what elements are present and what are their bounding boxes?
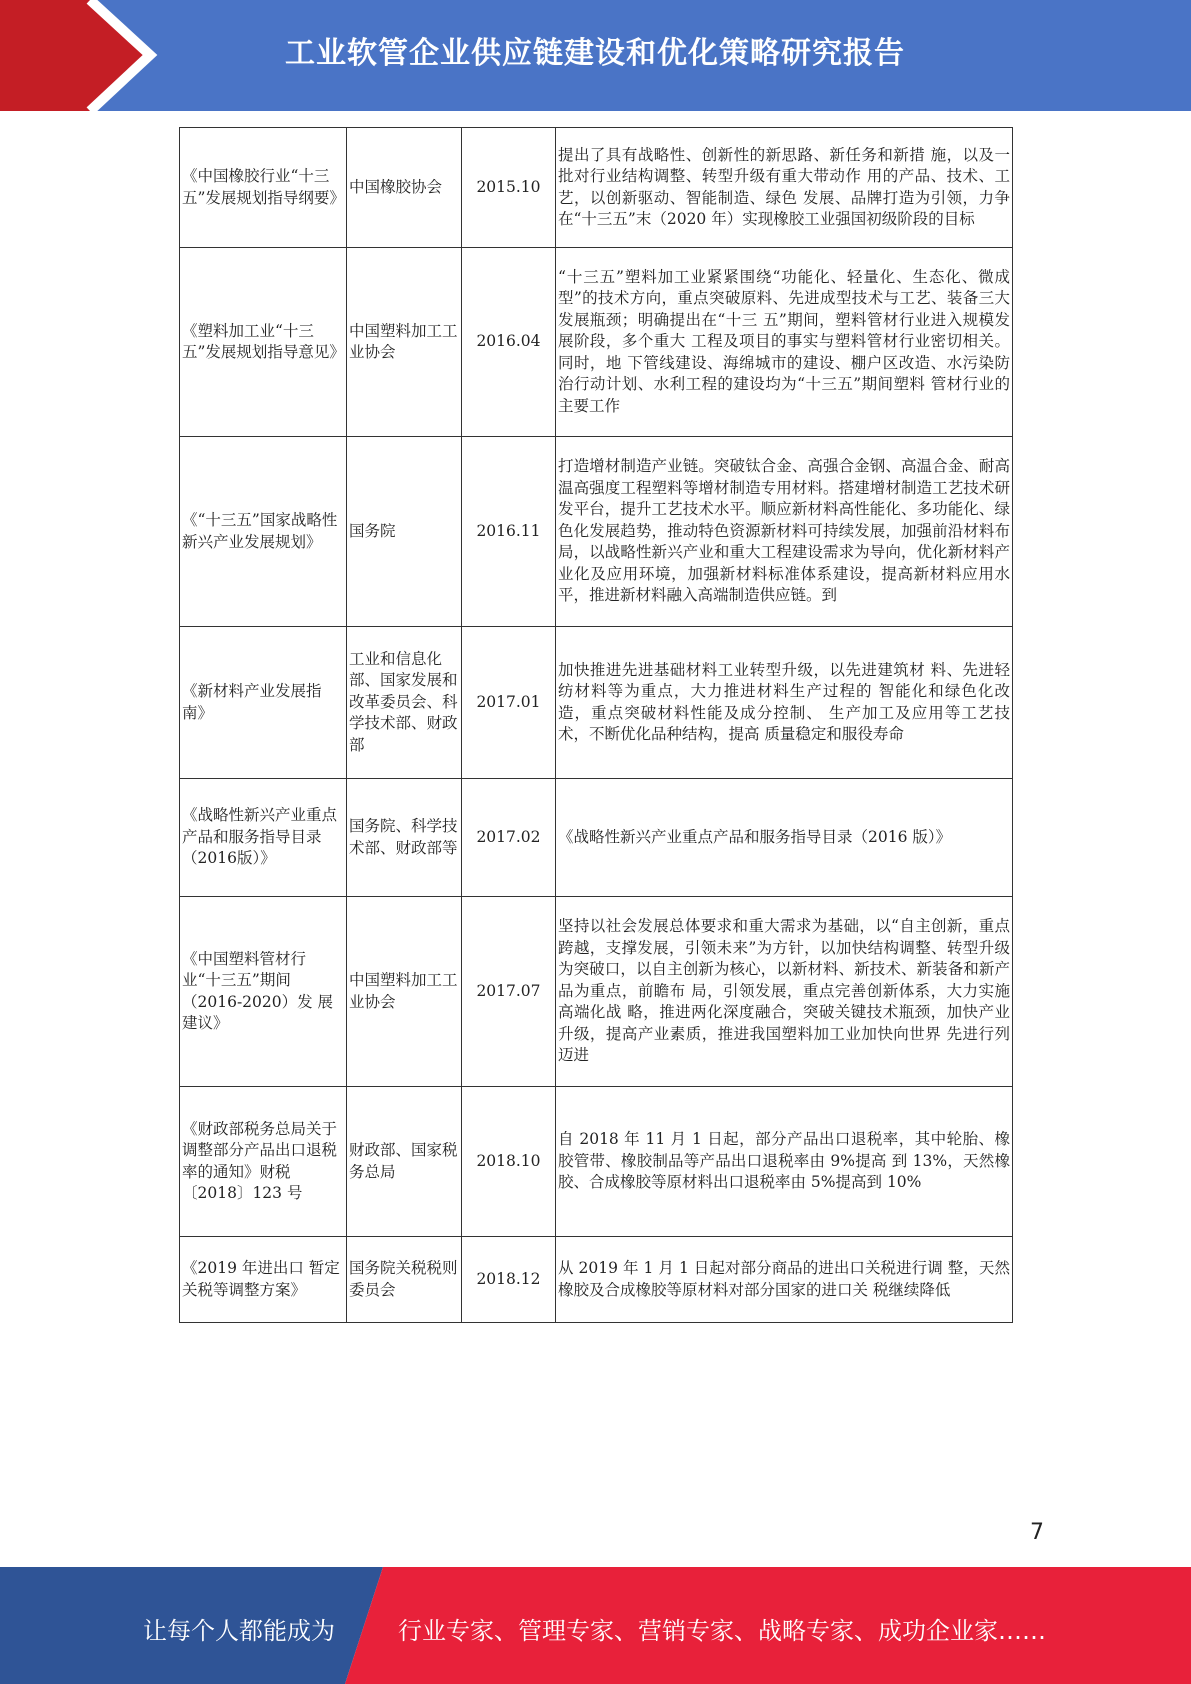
table-row	[180, 627, 1013, 779]
table-row	[180, 779, 1013, 897]
issuer-cell: 中国塑料加工工业协会	[347, 897, 462, 1087]
policy-name-cell: 《战略性新兴产业重点产品和服务指导目录（2016版）》	[180, 779, 347, 897]
date-cell: 2018.10	[462, 1087, 556, 1237]
issuer-cell: 中国塑料加工工业协会	[347, 248, 462, 437]
date-cell: 2015.10	[462, 128, 556, 248]
footer-slogan-right: 行业专家、管理专家、营销专家、战略专家、成功企业家……	[398, 1617, 1046, 1645]
table-row	[180, 128, 1013, 248]
issuer-cell: 中国橡胶协会	[347, 128, 462, 248]
policy-name-cell: 《财政部税务总局关于调整部分产品出口退税率的通知》财税〔2018〕123 号	[180, 1087, 347, 1237]
policy-table	[179, 127, 1013, 1323]
table-row	[180, 897, 1013, 1087]
table-row	[180, 248, 1013, 437]
page-footer	[0, 1567, 1191, 1684]
report-title: 工业软管企业供应链建设和优化策略研究报告	[285, 36, 905, 71]
footer-slogan-left: 让每个人都能成为	[143, 1617, 335, 1645]
date-cell: 2017.07	[462, 897, 556, 1087]
issuer-cell: 国务院关税税则委员会	[347, 1237, 462, 1323]
issuer-cell: 工业和信息化部、国家发展和改革委员会、科学技术部、财政部	[347, 627, 462, 779]
date-cell: 2017.01	[462, 627, 556, 779]
date-cell: 2017.02	[462, 779, 556, 897]
content-cell: 提出了具有战略性、创新性的新思路、新任务和新措 施，以及一批对行业结构调整、转型升级有重大带动作 用的产品、技术、工艺，以创新驱动、智能制造、绿色 发展、品牌打造为引领，力争在“十三五”末（2020 年）实现橡胶工业强国初级阶段的目标	[556, 128, 1013, 248]
content-cell: 《战略性新兴产业重点产品和服务指导目录（2016 版）》	[556, 779, 1013, 897]
page-header	[0, 0, 1191, 111]
content-cell: 加快推进先进基础材料工业转型升级，以先进建筑材 料、先进轻纺材料等为重点，大力推进材料生产过程的 智能化和绿色化改造，重点突破材料性能及成分控制、 生产加工及应用等工艺技术，不断优化品种结构，提高 质量稳定和服役寿命	[556, 627, 1013, 779]
issuer-cell: 国务院、科学技术部、财政部等	[347, 779, 462, 897]
date-cell: 2018.12	[462, 1237, 556, 1323]
table-row	[180, 1087, 1013, 1237]
policy-name-cell: 《塑料加工业“十三五”发展规划指导意见》	[180, 248, 347, 437]
content-cell: 从 2019 年 1 月 1 日起对部分商品的进出口关税进行调 整，天然橡胶及合成橡胶等原材料对部分国家的进口关 税继续降低	[556, 1237, 1013, 1323]
content-cell: 自 2018 年 11 月 1 日起，部分产品出口退税率，其中轮胎、橡胶管带、橡胶制品等产品出口退税率由 9%提高 到 13%，天然橡胶、合成橡胶等原材料出口退税率由 5%提高到 10%	[556, 1087, 1013, 1237]
issuer-cell: 财政部、国家税务总局	[347, 1087, 462, 1237]
content-cell: 打造增材制造产业链。突破钛合金、高强合金钢、高温合金、耐高温高强度工程塑料等增材制造专用材料。搭建增材制造工艺技术研发平台，提升工艺技术水平。顺应新材料高性能化、多功能化、绿色化发展趋势，推动特色资源新材料可持续发展，加强前沿材料布局，以战略性新兴产业和重大工程建设需求为导向，优化新材料产业化及应用环境，加强新材料标准体系建设，提高新材料应用水平，推进新材料融入高端制造供应链。到	[556, 437, 1013, 627]
policy-name-cell: 《新材料产业发展指南》	[180, 627, 347, 779]
policy-name-cell: 《中国塑料管材行业“十三五”期间（2016-2020）发 展建议》	[180, 897, 347, 1087]
table-row	[180, 1237, 1013, 1323]
table-row	[180, 437, 1013, 627]
page-number: 7	[1030, 1520, 1044, 1545]
issuer-cell: 国务院	[347, 437, 462, 627]
content-cell: 坚持以社会发展总体要求和重大需求为基础，以“自主创新，重点跨越，支撑发展，引领未来”为方针，以加快结构调整、转型升级为突破口，以自主创新为核心，以新材料、新技术、新装备和新产品为重点，前瞻布 局，引领发展，重点完善创新体系，大力实施高端化战 略，推进两化深度融合，突破关键技术瓶颈，加快产业 升级，提高产业素质，推进我国塑料加工业加快向世界 先进行列迈进	[556, 897, 1013, 1087]
policy-name-cell: 《2019 年进出口 暂定关税等调整方案》	[180, 1237, 347, 1323]
date-cell: 2016.04	[462, 248, 556, 437]
date-cell: 2016.11	[462, 437, 556, 627]
policy-name-cell: 《中国橡胶行业“十三五”发展规划指导纲要》	[180, 128, 347, 248]
content-cell: “十三五”塑料加工业紧紧围绕“功能化、轻量化、生态化、微成型”的技术方向，重点突破原料、先进成型技术与工艺、装备三大发展瓶颈；明确提出在“十三 五”期间，塑料管材行业进入规模发展阶段，多个重大 工程及项目的事实与塑料管材行业密切相关。同时，地 下管线建设、海绵城市的建设、棚户区改造、水污染防 治行动计划、水利工程的建设均为“十三五”期间塑料 管材行业的主要工作	[556, 248, 1013, 437]
policy-name-cell: 《“十三五”国家战略性新兴产业发展规划》	[180, 437, 347, 627]
